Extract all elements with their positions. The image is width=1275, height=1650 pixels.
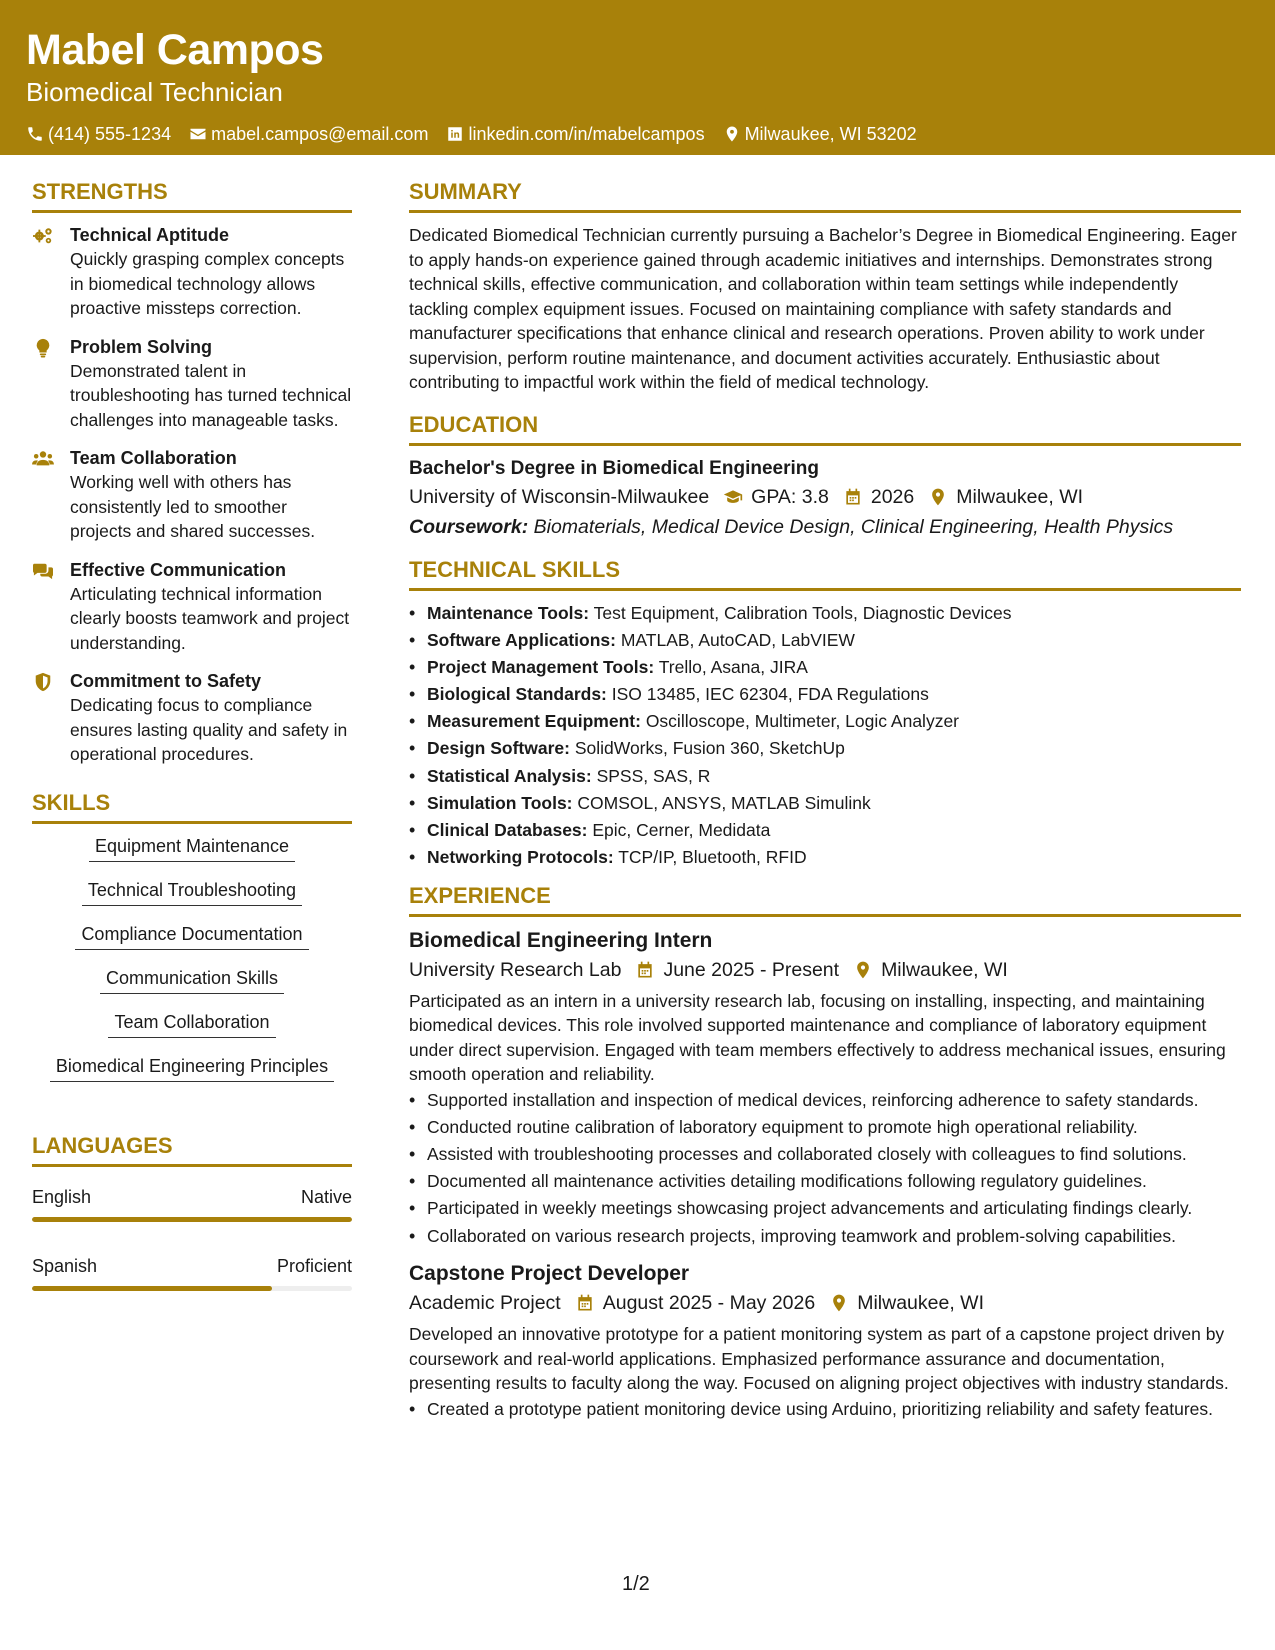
candidate-name: Mabel Campos bbox=[26, 26, 324, 74]
tech-skill-value: Epic, Cerner, Medidata bbox=[592, 820, 771, 840]
skill-item: Equipment Maintenance bbox=[89, 834, 295, 862]
job-location: Milwaukee, WI bbox=[881, 958, 1008, 981]
gears-icon bbox=[32, 226, 54, 246]
strength-title: Effective Communication bbox=[70, 559, 287, 580]
job-meta bbox=[409, 955, 1241, 985]
tech-skill-label: Maintenance Tools: bbox=[427, 602, 590, 623]
location-text: Milwaukee, WI 53202 bbox=[744, 124, 917, 144]
tech-skill-label: Biological Standards: bbox=[427, 684, 607, 705]
calendar-icon bbox=[575, 1293, 595, 1313]
strength-item bbox=[32, 223, 352, 321]
tech-skill-label: Measurement Equipment: bbox=[427, 711, 641, 732]
education-school: University of Wisconsin-Milwaukee bbox=[409, 485, 710, 508]
contact-linkedin[interactable] bbox=[446, 122, 704, 146]
list-item bbox=[409, 601, 1241, 626]
language-item bbox=[32, 1254, 352, 1291]
contact-location bbox=[723, 122, 917, 146]
list-item bbox=[409, 709, 1241, 734]
location-icon bbox=[723, 125, 741, 143]
tech-skill-value: ISO 13485, IEC 62304, FDA Regulations bbox=[611, 684, 929, 705]
list-item: • Conducted routine calibration of laboratory equipment to promote high operational reliability. bbox=[409, 1115, 1241, 1140]
location-icon bbox=[853, 960, 873, 980]
education-coursework bbox=[409, 512, 1241, 542]
list-item bbox=[409, 845, 1241, 870]
location-icon bbox=[829, 1293, 849, 1313]
education-year: 2026 bbox=[870, 485, 915, 508]
strength-title: Commitment to Safety bbox=[70, 671, 262, 691]
skill-item: Technical Troubleshooting bbox=[82, 878, 302, 906]
strength-desc: Quickly grasping complex concepts in biomedical technology allows proactive missteps correction. bbox=[70, 249, 345, 318]
list-item: • Created a prototype patient monitoring device using Arduino, prioritizing reliability and safety features. bbox=[409, 1397, 1241, 1422]
list-item: • Supported installation and inspection of medical devices, reinforcing adherence to safety standards. bbox=[409, 1088, 1241, 1113]
experience-entry bbox=[409, 927, 1241, 1248]
candidate-role: Biomedical Technician bbox=[26, 77, 283, 107]
contact-phone bbox=[26, 122, 171, 146]
shield-icon bbox=[32, 672, 54, 692]
strength-title: Team Collaboration bbox=[70, 448, 237, 468]
tech-skill-label: Statistical Analysis: bbox=[427, 765, 592, 786]
tech-skill-label: Software Applications: bbox=[427, 629, 616, 650]
job-dates: June 2025 - Present bbox=[663, 958, 840, 981]
tech-skill-value: SolidWorks, Fusion 360, SketchUp bbox=[574, 738, 845, 759]
skill-item: Team Collaboration bbox=[108, 1010, 275, 1038]
users-icon bbox=[32, 449, 54, 469]
language-item bbox=[32, 1185, 352, 1222]
list-item bbox=[409, 736, 1241, 761]
language-bar bbox=[32, 1286, 352, 1291]
strength-desc: Working well with others has consistently led to smoother projects and shared successes. bbox=[70, 472, 316, 541]
technical-skills-title: TECHNICAL SKILLS bbox=[409, 556, 1241, 591]
list-item bbox=[409, 682, 1241, 707]
tech-skill-label: Simulation Tools: bbox=[427, 792, 573, 813]
summary-text: Dedicated Biomedical Technician currently pursuing a Bachelor’s Degree in Biomedical Engineering. Eager to apply hands-on experience gained through academic initiatives and internships. Demonstrates strong technical skills, effective communication, and collaboration within team settings while independently tackling complex equipment issues. Focused on maintaining compliance with safety standards and manufacturer specifications that enhance clinical and research operations. Proven ability to work under supervision, perform routine maintenance, and document activities accurately. Enthusiastic about contributing to impactful work within the field of medical technology. bbox=[409, 225, 1237, 392]
coursework-text: Biomaterials, Medical Device Design, Clinical Engineering, Health Physics bbox=[533, 515, 1174, 538]
list-item bbox=[409, 655, 1241, 680]
tech-skill-label: Networking Protocols: bbox=[427, 847, 614, 868]
languages-title: LANGUAGES bbox=[32, 1132, 352, 1167]
coursework-label: Coursework: bbox=[409, 515, 529, 538]
skill-item: Compliance Documentation bbox=[75, 922, 308, 950]
strength-desc: Dedicating focus to compliance ensures lasting quality and safety in operational procedures. bbox=[70, 695, 348, 764]
language-name: English bbox=[32, 1186, 92, 1207]
tech-skill-value: SPSS, SAS, R bbox=[596, 765, 711, 786]
linkedin-icon bbox=[446, 125, 464, 143]
calendar-icon bbox=[843, 487, 863, 507]
calendar-icon bbox=[635, 960, 655, 980]
job-bullets bbox=[409, 1088, 1241, 1248]
strength-item bbox=[32, 669, 352, 767]
list-item bbox=[409, 791, 1241, 816]
job-description: Developed an innovative prototype for a patient monitoring system as part of a capstone project driven by coursework and real-world applications. Emphasized performance assurance and documentation, presenting results to faculty along the way. Focused on aligning project objectives with industry standards. bbox=[409, 1324, 1229, 1394]
strength-desc: Articulating technical information clearly boosts teamwork and project understanding. bbox=[70, 583, 350, 653]
graduation-cap-icon bbox=[723, 487, 743, 507]
list-item bbox=[409, 818, 1241, 843]
page-number: 1/2 bbox=[622, 1573, 650, 1595]
tech-skill-value: Oscilloscope, Multimeter, Logic Analyzer bbox=[645, 711, 960, 732]
job-org: University Research Lab bbox=[409, 958, 622, 981]
resume-header bbox=[0, 0, 1275, 155]
education-gpa: GPA: 3.8 bbox=[751, 485, 829, 508]
strength-item bbox=[32, 446, 352, 544]
strength-title: Problem Solving bbox=[70, 336, 213, 357]
job-location: Milwaukee, WI bbox=[857, 1292, 984, 1315]
skill-item: Communication Skills bbox=[100, 966, 284, 994]
education-location: Milwaukee, WI bbox=[956, 485, 1084, 508]
experience-entry bbox=[409, 1260, 1241, 1421]
lightbulb-icon bbox=[32, 338, 54, 358]
technical-skills-list bbox=[409, 601, 1241, 870]
tech-skill-label: Project Management Tools: bbox=[427, 656, 655, 677]
language-level: Native bbox=[300, 1186, 352, 1207]
location-icon bbox=[928, 487, 948, 507]
email-icon bbox=[189, 125, 207, 143]
strengths-title: STRENGTHS bbox=[32, 178, 352, 213]
list-item: • Collaborated on various research projects, improving teamwork and problem-solving capabilities. bbox=[409, 1224, 1241, 1249]
tech-skill-value: MATLAB, AutoCAD, LabVIEW bbox=[620, 629, 855, 650]
language-level: Proficient bbox=[276, 1255, 352, 1276]
job-bullets bbox=[409, 1397, 1241, 1422]
chat-icon bbox=[32, 561, 54, 581]
left-column bbox=[32, 178, 352, 1309]
list-item bbox=[409, 764, 1241, 789]
email-text[interactable]: mabel.campos@email.com bbox=[211, 124, 429, 144]
education-meta bbox=[409, 482, 1241, 512]
language-bar bbox=[32, 1217, 352, 1222]
right-column bbox=[409, 178, 1241, 1433]
summary-title: SUMMARY bbox=[409, 178, 1241, 213]
job-meta bbox=[409, 1288, 1241, 1318]
skill-item: Biomedical Engineering Principles bbox=[50, 1054, 334, 1082]
tech-skill-value: Trello, Asana, JIRA bbox=[658, 656, 808, 677]
list-item: • Participated in weekly meetings showcasing project advancements and articulating findings clearly. bbox=[409, 1196, 1241, 1221]
tech-skill-value: Test Equipment, Calibration Tools, Diagnostic Devices bbox=[593, 602, 1012, 623]
strength-title: Technical Aptitude bbox=[70, 225, 230, 245]
job-title: Biomedical Engineering Intern bbox=[409, 928, 713, 952]
job-dates: August 2025 - May 2026 bbox=[602, 1292, 816, 1315]
tech-skill-value: TCP/IP, Bluetooth, RFID bbox=[618, 847, 807, 868]
job-title: Capstone Project Developer bbox=[409, 1262, 690, 1286]
education-title: EDUCATION bbox=[409, 411, 1241, 446]
skills-title: SKILLS bbox=[32, 789, 352, 824]
phone-text: (414) 555-1234 bbox=[48, 124, 172, 144]
list-item: • Documented all maintenance activities detailing modifications following regulatory guidelines. bbox=[409, 1169, 1241, 1194]
language-bar-fill bbox=[32, 1286, 272, 1291]
strength-item bbox=[32, 335, 352, 433]
tech-skill-label: Clinical Databases: bbox=[427, 820, 588, 840]
job-description: Participated as an intern in a university research lab, focusing on installing, inspecting, and maintaining biomedical devices. This role involved supported maintenance and compliance of laboratory equipment under direct supervision. Engaged with team members effectively to address mechanical issues, ensuring smooth operation and reliability. bbox=[409, 990, 1226, 1085]
tech-skill-label: Design Software: bbox=[427, 738, 570, 759]
contact-email[interactable] bbox=[189, 122, 428, 146]
list-item bbox=[409, 628, 1241, 653]
education-degree: Bachelor's Degree in Biomedical Engineering bbox=[409, 457, 819, 479]
list-item: • Assisted with troubleshooting processes and collaborated closely with colleagues to find solutions. bbox=[409, 1142, 1241, 1167]
language-name: Spanish bbox=[32, 1255, 98, 1276]
strength-item bbox=[32, 558, 352, 656]
phone-icon bbox=[26, 125, 44, 143]
tech-skill-value: COMSOL, ANSYS, MATLAB Simulink bbox=[577, 792, 871, 813]
contact-bar bbox=[26, 122, 1249, 146]
strength-desc: Demonstrated talent in troubleshooting has turned technical challenges into manageable tasks. bbox=[70, 360, 352, 430]
skills-list bbox=[32, 834, 352, 1098]
job-org: Academic Project bbox=[409, 1292, 561, 1315]
linkedin-text[interactable]: linkedin.com/in/mabelcampos bbox=[468, 124, 705, 144]
experience-title: EXPERIENCE bbox=[409, 882, 1241, 917]
language-bar-fill bbox=[32, 1217, 352, 1222]
